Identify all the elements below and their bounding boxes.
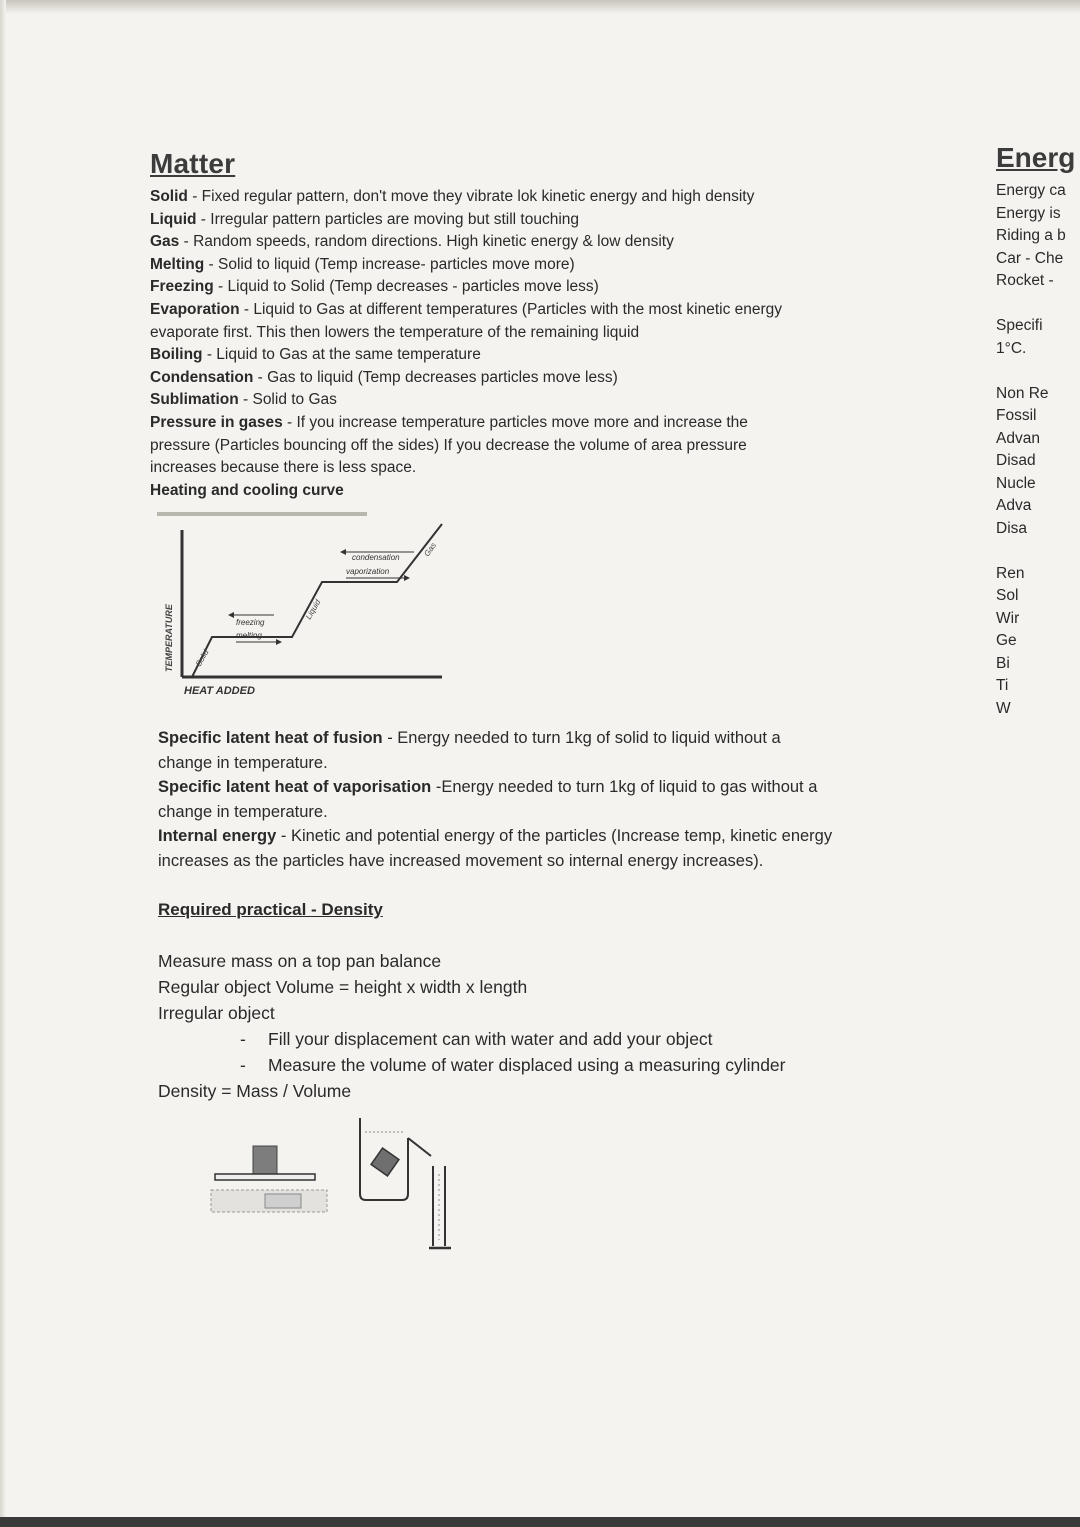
matter-def-term: Boiling (150, 346, 203, 364)
density-formula: Density = Mass / Volume (158, 1081, 352, 1101)
latent-def-term: Specific latent heat of fusion (158, 729, 383, 747)
energy-line: 1°C. (996, 339, 1027, 357)
energy-line: Disad (996, 452, 1036, 469)
energy-section (996, 142, 1080, 742)
matter-def-line (150, 186, 850, 209)
matter-def-term: Condensation (150, 368, 254, 386)
matter-def-term: Gas (150, 233, 180, 251)
energy-line: Energy ca (996, 182, 1066, 199)
energy-line (996, 293, 1080, 316)
matter-def-text: - Liquid to Solid (Temp decreases - particles move less) (213, 278, 599, 296)
page-top-shadow (0, 0, 1080, 14)
energy-lines (996, 180, 1080, 720)
bullet-text: Measure the volume of water displaced using a measuring cylinder (268, 1055, 786, 1075)
matter-def-term: Pressure in gases (150, 413, 283, 431)
matter-def-text: - Random speeds, random directions. High kinetic energy & low density (179, 233, 674, 251)
matter-def-text: - Solid to liquid (Temp increase- particles move more) (204, 255, 575, 273)
matter-def-text: - Fixed regular pattern, don't move they vibrate lok kinetic energy and high density (187, 188, 755, 205)
practical-line-regular: Regular object Volume = height x width x length (158, 977, 528, 997)
gas-label: Gas (422, 540, 439, 559)
bullet-dash: - (240, 1055, 246, 1075)
matter-def-text: - Irregular pattern particles are moving but still touching (196, 210, 580, 228)
practical-bullet (158, 1052, 858, 1078)
matter-def-text: - If you increase temperature particles move more and increase the (282, 413, 748, 431)
matter-def-text: pressure (Particles bouncing off the sides) If you decrease the volume of area pressure (150, 436, 747, 454)
latent-def-line (158, 800, 858, 825)
liquid-label: Liquid (303, 598, 323, 621)
latent-def-text: - Energy needed to turn 1kg of solid to liquid without a (382, 729, 781, 747)
condensation-label: condensation (352, 553, 400, 562)
energy-line: Specifi (996, 317, 1043, 334)
practical-heading: Required practical - Density (158, 900, 383, 919)
y-axis-label: TEMPERATURE (164, 604, 174, 672)
page-left-edge (0, 0, 6, 1527)
displacement-can-icon (360, 1118, 431, 1200)
energy-line: Disa (996, 519, 1028, 537)
energy-line: Non Re (996, 384, 1049, 402)
matter-def-line (150, 480, 850, 503)
matter-def-line (150, 435, 850, 458)
freezing-label: freezing (236, 618, 265, 627)
energy-line (996, 540, 1080, 563)
latent-def-text: -Energy needed to turn 1kg of liquid to gas without a (431, 778, 818, 797)
matter-def-term: Melting (150, 255, 205, 273)
matter-def-line (150, 299, 850, 322)
latent-def-term: Specific latent heat of vaporisation (158, 778, 432, 797)
matter-def-line (150, 457, 850, 480)
matter-def-line (150, 367, 850, 390)
matter-def-line (150, 254, 850, 277)
bullet-dash: - (240, 1029, 246, 1049)
energy-title: Energ (996, 142, 1076, 173)
required-practical-section (158, 900, 858, 1104)
matter-def-text: - Gas to liquid (Temp decreases particles move less) (253, 368, 618, 386)
energy-line (996, 360, 1080, 383)
latent-def-text: increases as the particles have increased movement so internal energy increases). (158, 851, 764, 870)
energy-line: Fossil (996, 407, 1037, 424)
matter-def-line (150, 276, 850, 299)
matter-def-text: - Solid to Gas (238, 391, 337, 409)
matter-def-term: Liquid (150, 210, 197, 228)
latent-def-text: change in temperature. (158, 753, 328, 772)
practical-line-mass: Measure mass on a top pan balance (158, 951, 442, 971)
bullet-text: Fill your displacement can with water and add your object (268, 1029, 713, 1049)
apparatus-sketch (205, 1110, 485, 1260)
latent-def-line (158, 726, 858, 751)
heating-cooling-curve (152, 512, 482, 702)
latent-definitions (158, 726, 858, 874)
energy-line: Nucle (996, 474, 1036, 492)
melting-arrowhead (276, 639, 282, 645)
latent-def-text: - Kinetic and potential energy of the particles (Increase temp, kinetic energy (276, 827, 833, 846)
vaporization-arrowhead (404, 575, 410, 581)
matter-def-line (150, 344, 850, 367)
graph-header-strip (157, 512, 367, 516)
energy-line: Bi (996, 654, 1010, 672)
matter-def-term: Solid (150, 188, 188, 205)
latent-def-line (158, 775, 858, 800)
energy-line: Ti (996, 677, 1009, 694)
matter-section (150, 148, 850, 502)
x-axis-label: HEAT ADDED (184, 685, 255, 697)
energy-line: Energy is (996, 204, 1061, 222)
latent-def-line (158, 751, 858, 776)
matter-title: Matter (150, 148, 236, 179)
matter-def-term: Sublimation (150, 391, 239, 409)
solid-label: Solid (193, 648, 211, 668)
energy-line: Ge (996, 632, 1017, 649)
condensation-arrowhead (340, 549, 346, 555)
energy-line: Riding a b (996, 227, 1066, 244)
matter-def-text: - Liquid to Gas at the same temperature (202, 346, 481, 364)
latent-def-text: change in temperature. (158, 802, 328, 821)
matter-def-term: Freezing (150, 278, 214, 296)
matter-def-term: Heating and cooling curve (150, 481, 344, 499)
matter-def-line (150, 389, 850, 412)
matter-def-line (150, 322, 850, 345)
measuring-cylinder-icon (429, 1166, 451, 1248)
balance-icon (211, 1146, 327, 1212)
energy-line: Advan (996, 429, 1040, 447)
matter-definitions (150, 186, 850, 502)
freezing-arrowhead (228, 612, 234, 618)
matter-def-line (150, 231, 850, 254)
latent-def-line (158, 824, 858, 849)
latent-heat-section (158, 726, 858, 874)
energy-line: Sol (996, 587, 1019, 604)
energy-line: Car - Che (996, 249, 1064, 267)
latent-def-term: Internal energy (158, 827, 277, 846)
matter-def-term: Evaporation (150, 300, 240, 318)
energy-line: Adva (996, 497, 1032, 514)
matter-def-text: increases because there is less space. (150, 459, 417, 477)
practical-line-irregular: Irregular object (158, 1003, 275, 1023)
energy-line: Ren (996, 564, 1025, 582)
energy-line: Rocket - (996, 272, 1054, 289)
energy-line: W (996, 699, 1011, 717)
latent-def-line (158, 849, 858, 874)
vaporization-label: vaporization (346, 567, 390, 576)
matter-def-text: - Liquid to Gas at different temperatures (Particles with the most kinetic energy (239, 300, 783, 318)
melting-label: melting (236, 631, 262, 640)
page-bottom-edge (0, 1517, 1080, 1527)
practical-bullet (158, 1026, 858, 1052)
energy-line: Wir (996, 609, 1020, 627)
matter-def-line (150, 209, 850, 232)
matter-def-text: evaporate first. This then lowers the temperature of the remaining liquid (150, 323, 640, 341)
matter-def-line (150, 412, 850, 435)
